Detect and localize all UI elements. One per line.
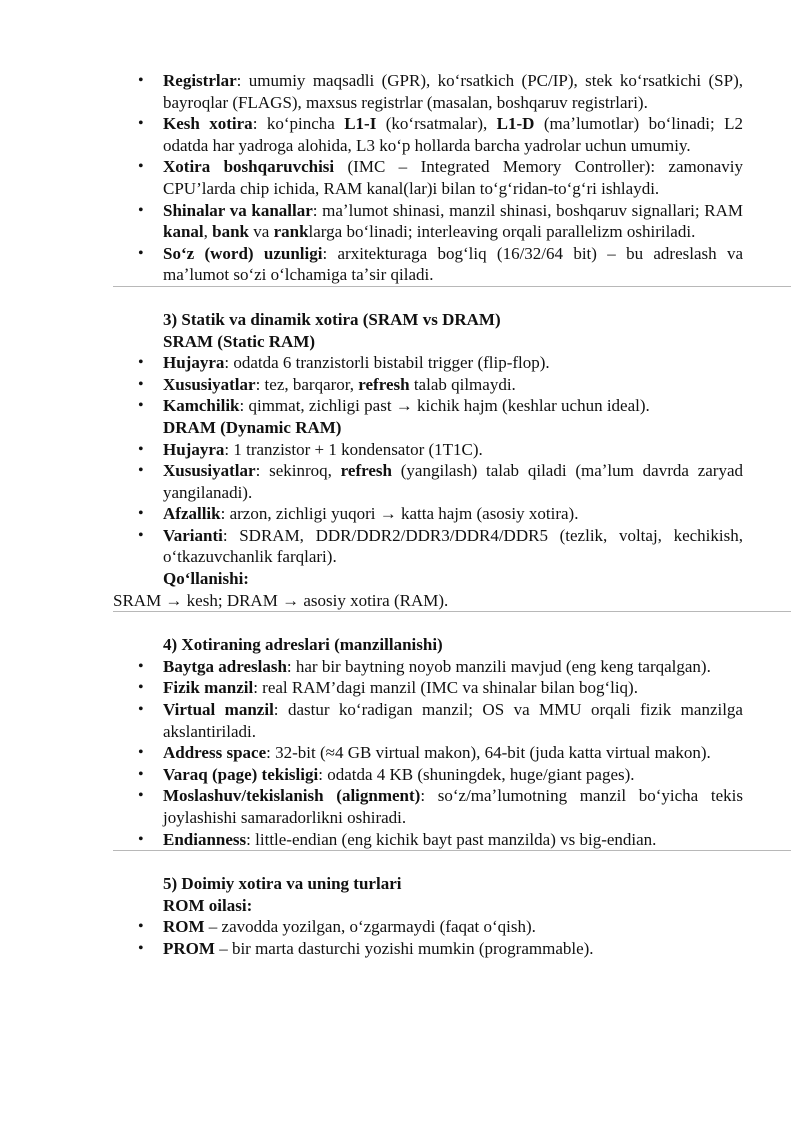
list-item: • Kamchilik: qimmat, zichligi past → kichik hajm (keshlar uchun ideal). xyxy=(163,395,743,417)
document-page xyxy=(0,70,800,960)
dram-list xyxy=(0,439,743,569)
list-item: • PROM – bir marta dasturchi yozishi mumkin (programmable). xyxy=(163,938,743,960)
list-item: • Endianness: little-endian (eng kichik bayt past manzilda) vs big-endian. xyxy=(163,829,743,851)
section-4-title: 4) Xotiraning adreslari (manzillanishi) xyxy=(163,635,443,655)
list-item: • Virtual manzil: dastur koʻradigan manzil; OS va MMU orqali fizik manzilga akslantiriladi. xyxy=(163,699,743,742)
cpu-components-list xyxy=(0,70,743,286)
rom-subtitle: ROM oilasi: xyxy=(163,895,253,915)
dram-subtitle: DRAM (Dynamic RAM) xyxy=(163,417,342,437)
list-item: • Shinalar va kanallar: maʼlumot shinasi, manzil shinasi, boshqaruv signallari; RAM kanal, bank va ranklarga boʻlinadi; interleaving orqali parallelizm oshiriladi. xyxy=(163,200,743,243)
list-item: • Moslashuv/tekislanish (alignment): soʻz/maʼlumotning manzil boʻyicha tekis joylashishi samaradorlikni oshiradi. xyxy=(163,785,743,828)
list-item: • Xotira boshqaruvchisi (IMC – Integrated Memory Controller): zamonaviy CPU’larda chip ichida, RAM kanal(lar)i bilan toʻgʻridan-toʻgʻri ishlaydi. xyxy=(163,156,743,199)
list-item: • Hujayra: 1 tranzistor + 1 kondensator (1T1C). xyxy=(163,439,743,461)
list-item: • Address space: 32-bit (≈4 GB virtual makon), 64-bit (juda katta virtual makon). xyxy=(163,742,743,764)
list-item: • Varianti: SDRAM, DDR/DDR2/DDR3/DDR4/DDR5 (tezlik, voltaj, kechikish, oʻtkazuvchanlik farqlari). xyxy=(163,525,743,568)
rom-list xyxy=(0,916,743,959)
sram-list xyxy=(0,352,743,417)
list-item: • Kesh xotira: koʻpincha L1-I (koʻrsatmalar), L1-D (maʼlumotlar) boʻlinadi; L2 odatda har yadroga alohida, L3 koʻp hollarda barcha yadrolar uchun umumiy. xyxy=(163,113,743,156)
list-item: • Fizik manzil: real RAM’dagi manzil (IMC va shinalar bilan bogʻliq). xyxy=(163,677,743,699)
section-5-title: 5) Doimiy xotira va uning turlari xyxy=(163,874,402,894)
sram-subtitle: SRAM (Static RAM) xyxy=(163,331,316,351)
list-item: • Soʻz (word) uzunligi: arxitekturaga bogʻliq (16/32/64 bit) – bu adreslash va maʼlumot soʻzi oʻlchamiga taʼsir qiladi. xyxy=(163,243,743,286)
list-item: • Xususiyatlar: sekinroq, refresh (yangilash) talab qiladi (maʼlum davrda zaryad yangilanadi). xyxy=(163,460,743,503)
list-item: • Baytga adreslash: har bir baytning noyob manzili mavjud (eng keng tarqalgan). xyxy=(163,656,743,678)
section-3-title: 3) Statik va dinamik xotira (SRAM vs DRAM) xyxy=(163,309,501,329)
list-item: • Registrlar: umumiy maqsadli (GPR), koʻrsatkich (PC/IP), stek koʻrsatkichi (SP), bayroqlar (FLAGS), maxsus registrlar (masalan, boshqaruv registrlari). xyxy=(163,70,743,113)
list-item: • Varaq (page) tekisligi: odatda 4 KB (shuningdek, huge/giant pages). xyxy=(163,764,743,786)
list-item: • Xususiyatlar: tez, barqaror, refresh talab qilmaydi. xyxy=(163,374,743,396)
addressing-list xyxy=(0,656,743,850)
usage-subtitle: Qoʻllanishi: xyxy=(163,569,249,589)
list-item: • Afzallik: arzon, zichligi yuqori → katta hajm (asosiy xotira). xyxy=(163,503,743,525)
usage-text: SRAM → kesh; DRAM → asosiy xotira (RAM). xyxy=(113,590,449,610)
list-item: • ROM – zavodda yozilgan, oʻzgarmaydi (faqat oʻqish). xyxy=(163,916,743,938)
list-item: • Hujayra: odatda 6 tranzistorli bistabil trigger (flip-flop). xyxy=(163,352,743,374)
